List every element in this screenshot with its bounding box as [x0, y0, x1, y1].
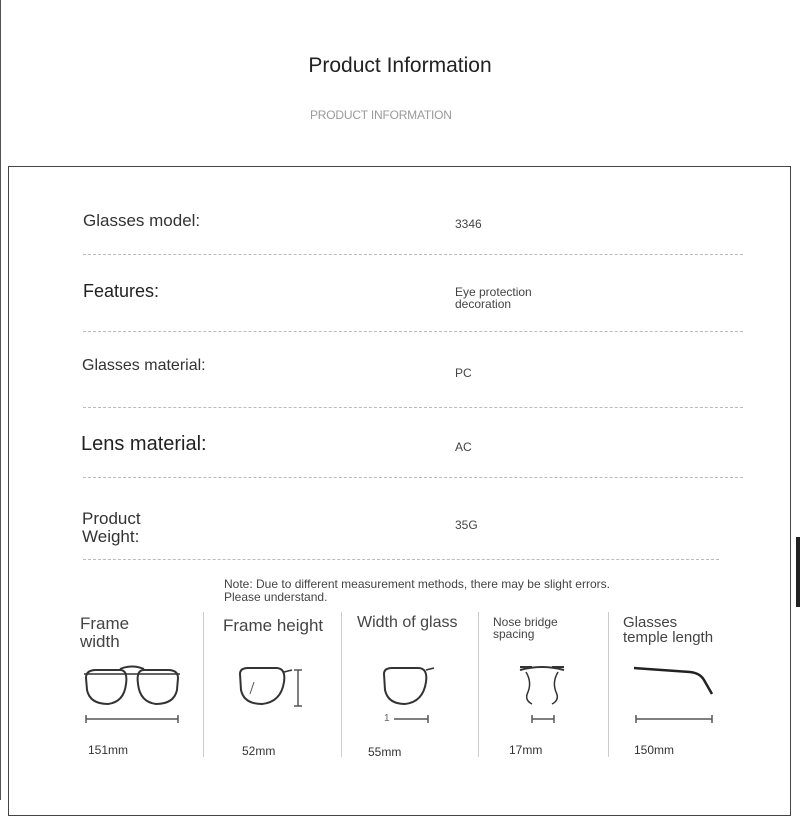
measurement-note	[224, 578, 610, 604]
spec-label-weight	[82, 510, 141, 546]
measure-label-line: width	[80, 632, 120, 651]
glass-width-marker: 1	[384, 713, 390, 724]
measure-label-line: Nose bridge	[493, 615, 558, 629]
spec-label-lens-material: Lens material:	[81, 433, 207, 455]
measure-value-frame-width: 151mm	[88, 743, 129, 757]
measure-value-temple-length: 150mm	[634, 743, 675, 757]
measure-label-line: spacing	[493, 627, 535, 641]
divider	[83, 331, 743, 332]
spec-label-glasses-material: Glasses material:	[82, 357, 206, 374]
column-divider	[203, 612, 204, 757]
measure-label-line: Glasses	[623, 614, 678, 631]
note-line: Please understand.	[224, 590, 328, 604]
divider	[83, 407, 743, 408]
nose-bridge-icon	[518, 662, 566, 726]
spec-label-model: Glasses model:	[83, 211, 201, 230]
divider	[83, 559, 719, 560]
glass-width-icon	[380, 664, 436, 712]
measure-label-line: temple length	[623, 629, 714, 646]
spec-label-features: Features:	[83, 281, 160, 301]
frame-width-icon	[82, 662, 182, 726]
spec-label-weight-line: Weight:	[82, 527, 140, 546]
spec-value-lens-material: AC	[455, 440, 472, 454]
measure-value-glass-width: 55mm	[368, 745, 402, 759]
divider	[83, 254, 743, 255]
measure-label-line: Frame	[80, 614, 130, 633]
note-line: Note: Due to different measurement methods, there may be slight errors.	[224, 577, 610, 591]
divider	[83, 477, 743, 478]
spec-label-weight-line: Product	[82, 509, 141, 528]
measure-value-nose-bridge: 17mm	[509, 743, 543, 757]
spec-value-glasses-material: PC	[455, 366, 472, 380]
measure-label-nose-bridge	[493, 616, 558, 640]
page-subtitle: PRODUCT INFORMATION	[310, 108, 452, 122]
frame-height-icon	[236, 664, 304, 712]
spec-value-features	[455, 286, 532, 310]
page-left-border	[0, 0, 1, 800]
measure-label-temple-length	[623, 615, 713, 645]
measure-label-frame-width	[80, 615, 129, 651]
temple-length-icon	[632, 664, 718, 726]
edge-decoration	[796, 537, 800, 607]
spec-value-features-line: Eye protection	[455, 285, 532, 299]
page-title: Product Information	[308, 54, 492, 77]
spec-value-features-line: decoration	[455, 297, 512, 311]
column-divider	[608, 612, 609, 757]
measure-label-frame-height: Frame height	[223, 616, 324, 635]
spec-value-model: 3346	[455, 217, 482, 231]
column-divider	[478, 612, 479, 757]
measure-value-frame-height: 52mm	[242, 744, 276, 758]
measure-label-glass-width: Width of glass	[357, 614, 458, 631]
column-divider	[341, 612, 342, 757]
spec-value-weight: 35G	[455, 518, 478, 532]
